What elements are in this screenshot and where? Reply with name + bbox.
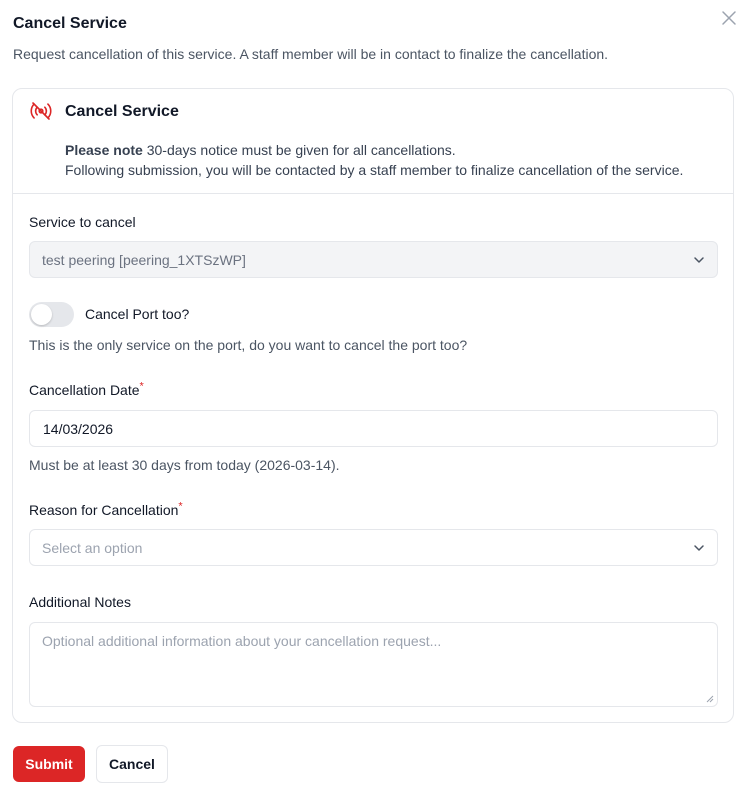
chevron-down-icon <box>693 254 705 266</box>
note-bold: Please note <box>65 142 143 158</box>
date-help: Must be at least 30 days from today (2026-03-14). <box>29 457 340 473</box>
date-value: 14/03/2026 <box>43 420 114 437</box>
service-select[interactable] <box>29 241 718 278</box>
service-value: test peering [peering_1XTSzWP] <box>42 251 246 268</box>
close-icon <box>720 9 738 27</box>
toggle-knob <box>31 304 52 325</box>
date-label <box>29 382 144 398</box>
reason-placeholder: Select an option <box>42 539 143 556</box>
reason-label <box>29 502 183 518</box>
cancellation-note <box>65 140 683 180</box>
submit-button[interactable]: Submit <box>13 746 85 782</box>
required-marker: * <box>139 380 144 393</box>
cancellation-date-input[interactable] <box>29 410 718 447</box>
close-button[interactable] <box>720 9 738 27</box>
note-line-2: Following submission, you will be contacted by a staff member to finalize cancellation of the service. <box>65 162 684 178</box>
notes-placeholder: Optional additional information about your cancellation request... <box>42 633 442 649</box>
note-line-1 <box>65 140 683 160</box>
chevron-down-icon <box>693 542 705 554</box>
modal-description: Request cancellation of this service. A staff member will be in contact to finalize the cancellation. <box>13 46 609 62</box>
modal-title: Cancel Service <box>13 15 127 32</box>
reason-label-text: Reason for Cancellation <box>29 502 179 518</box>
cancel-service-card <box>12 88 734 723</box>
date-label-text: Cancellation Date <box>29 382 140 398</box>
service-label: Service to cancel <box>29 214 136 230</box>
signal-off-icon <box>29 99 53 123</box>
notes-label: Additional Notes <box>29 594 131 610</box>
reason-select[interactable] <box>29 529 718 566</box>
cancel-button[interactable]: Cancel <box>96 745 168 783</box>
cancel-port-label: Cancel Port too? <box>85 306 190 322</box>
required-marker: * <box>178 500 183 513</box>
card-title: Cancel Service <box>65 103 179 120</box>
note-text: 30-days notice must be given for all cancellations. <box>142 142 456 158</box>
resize-handle-icon[interactable] <box>706 695 714 703</box>
card-header <box>13 89 733 194</box>
cancel-port-toggle[interactable] <box>29 302 74 327</box>
cancel-port-help: This is the only service on the port, do you want to cancel the port too? <box>29 337 468 353</box>
additional-notes-textarea[interactable] <box>29 622 718 707</box>
